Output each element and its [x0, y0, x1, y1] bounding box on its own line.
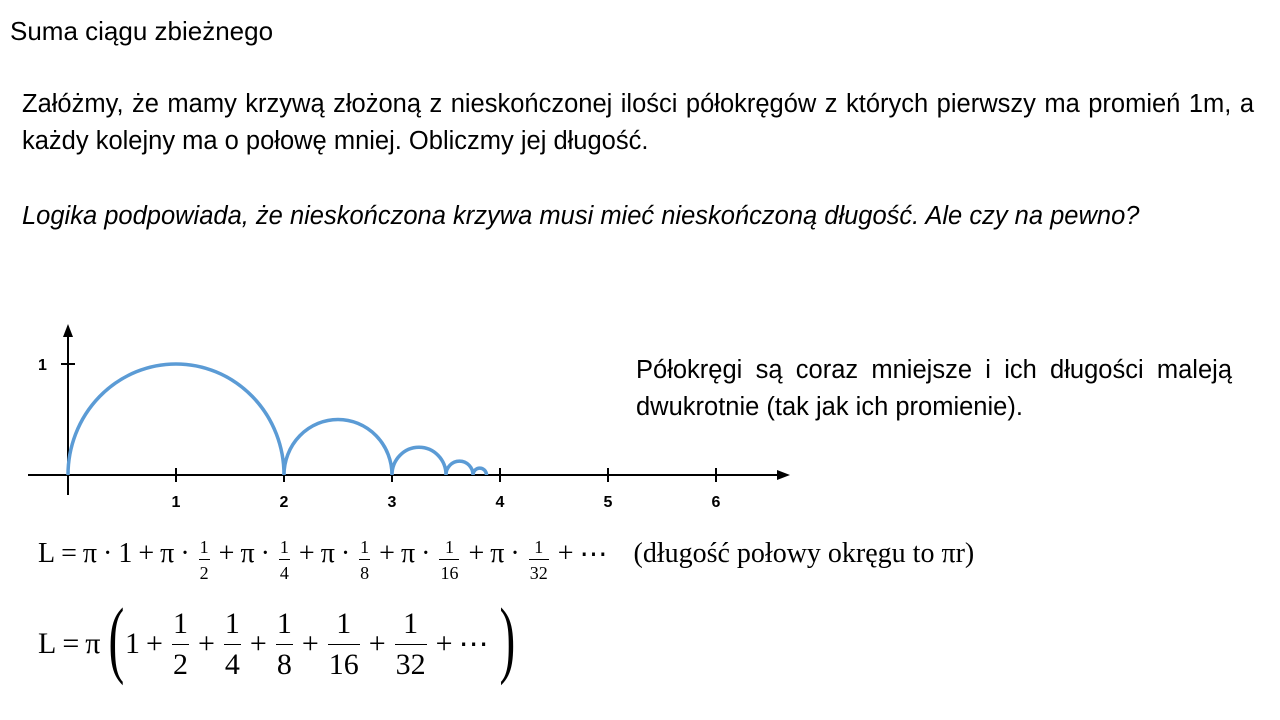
- question-paragraph: Logika podpowiada, że nieskończona krzywa musi mieć nieskończoną długość. Ale czy na pewno?: [22, 202, 1140, 230]
- eq1-fraction: [279, 538, 290, 582]
- eq2-equals: =: [62, 627, 80, 660]
- fraction-numerator: 1: [360, 537, 370, 557]
- eq2-first: 1: [125, 627, 141, 660]
- eq2-pi: π: [85, 627, 101, 660]
- eq1-fraction: [359, 538, 370, 582]
- eq2-plus: +: [197, 627, 215, 660]
- eq1-plus: +: [218, 538, 235, 569]
- x-tick-label: 6: [711, 494, 721, 511]
- eq2-fraction: [328, 606, 360, 681]
- y-axis-arrow: [63, 324, 73, 337]
- eq2-left-paren: (: [108, 590, 125, 686]
- x-axis-arrow: [777, 470, 790, 480]
- fraction-denominator: 8: [276, 644, 293, 680]
- fraction-numerator: 1: [172, 606, 188, 640]
- eq1-fraction: [529, 538, 549, 582]
- eq1-plus: +: [557, 538, 574, 569]
- fraction-denominator: 32: [395, 644, 427, 680]
- eq1-note: (długość połowy okręgu to πr): [633, 538, 975, 569]
- fraction-denominator: 2: [172, 644, 189, 680]
- fraction-numerator: 1: [276, 606, 292, 640]
- eq1-first: 1: [118, 538, 133, 569]
- fraction-denominator: 4: [224, 644, 241, 680]
- x-tick-label: 2: [279, 494, 289, 511]
- eq1-lhs: L: [38, 538, 56, 569]
- eq1-ellipsis: ⋯: [579, 539, 608, 570]
- fraction-numerator: 1: [279, 537, 289, 557]
- eq1-pi: π: [490, 538, 505, 569]
- eq2-right-paren: ): [499, 590, 515, 686]
- eq1-pi: π: [240, 538, 255, 569]
- eq2-ellipsis: ⋯: [458, 627, 489, 661]
- eq1-plus: +: [298, 538, 315, 569]
- eq2-lhs: L: [38, 627, 57, 660]
- equation-expanded: [38, 524, 974, 584]
- eq2-fraction: [172, 606, 189, 681]
- eq1-fraction: [199, 538, 210, 582]
- eq2-plus: +: [301, 627, 319, 660]
- eq2-fraction: [224, 606, 241, 681]
- fraction-numerator: 1: [444, 537, 454, 557]
- eq1-dot: ·: [103, 538, 113, 569]
- fraction-numerator: 1: [199, 537, 209, 557]
- x-tick-label: 5: [603, 494, 613, 511]
- eq1-equals: =: [61, 538, 77, 569]
- fraction-numerator: 1: [224, 606, 240, 640]
- equation-factored: [38, 590, 515, 688]
- fraction-denominator: 32: [529, 559, 549, 582]
- slide-title: Suma ciągu zbieżnego: [10, 16, 274, 46]
- x-tick-label: 4: [495, 494, 505, 511]
- eq1-pi: π: [320, 538, 335, 569]
- y-tick-label: 1: [38, 357, 47, 374]
- semicircle-curve: [68, 364, 487, 475]
- fraction-denominator: 16: [439, 559, 459, 582]
- fraction-numerator: 1: [336, 606, 352, 640]
- eq2-fraction: [395, 606, 427, 681]
- eq1-pi: π: [160, 538, 175, 569]
- eq1-dot: ·: [340, 538, 351, 569]
- fraction-denominator: 16: [328, 644, 360, 680]
- intro-paragraph: Załóżmy, że mamy krzywą złożoną z nieskończonej ilości półokręgów z których pierwszy ma promień 1m, a każdy kolejny ma o połowę mniej. Obliczmy jej długość.: [22, 90, 1254, 155]
- eq2-fraction: [276, 606, 293, 681]
- eq2-plus: +: [435, 627, 453, 660]
- eq1-dot: ·: [260, 538, 270, 569]
- eq1-pi: π: [400, 538, 416, 569]
- fraction-denominator: 4: [279, 559, 290, 582]
- fraction-numerator: 1: [403, 606, 419, 640]
- side-note: Półokręgi są coraz mniejsze i ich długości maleją dwukrotnie (tak jak ich promienie).: [636, 356, 1232, 421]
- eq2-plus: +: [249, 627, 267, 660]
- x-tick-label: 3: [387, 494, 397, 511]
- eq1-fraction: [439, 538, 459, 582]
- fraction-denominator: 8: [359, 559, 370, 582]
- eq1-pi: π: [82, 538, 98, 569]
- fraction-denominator: 2: [199, 559, 210, 582]
- eq1-dot: ·: [421, 538, 431, 569]
- eq2-plus: +: [146, 627, 163, 660]
- eq1-plus: +: [379, 538, 395, 569]
- fraction-numerator: 1: [534, 537, 544, 557]
- eq1-dot: ·: [510, 538, 520, 569]
- x-tick-label: 1: [171, 494, 181, 511]
- eq1-plus: +: [468, 538, 485, 569]
- eq1-plus: +: [138, 538, 155, 569]
- eq1-dot: ·: [180, 538, 190, 569]
- eq2-plus: +: [368, 627, 386, 660]
